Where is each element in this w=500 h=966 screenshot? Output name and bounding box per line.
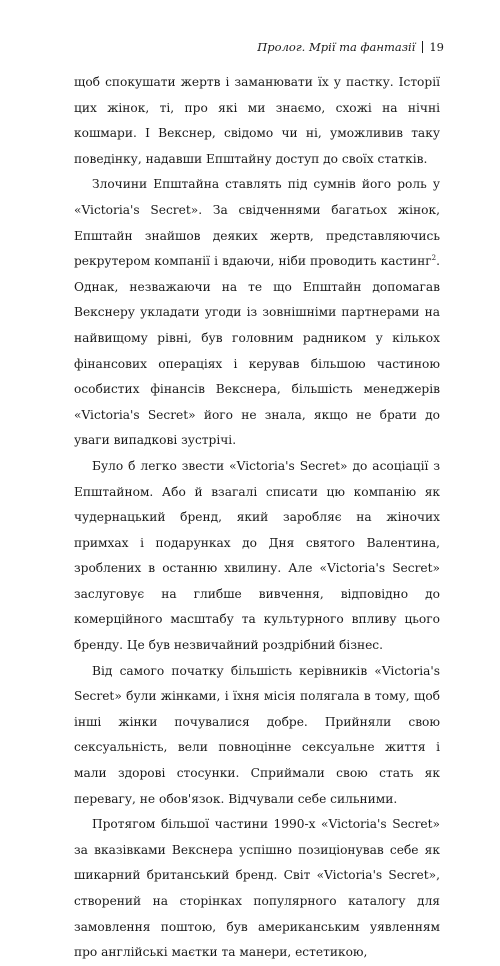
page-number: 19 [429, 40, 444, 54]
chapter-title: Пролог. Мрії та фантазії [257, 40, 416, 54]
paragraph-2 [74, 172, 440, 454]
paragraph-2-text-after: . Однак, незважаючи на те що Епштайн допомагав Векснеру укладати угоди із зовнішніми партнерами на найвищому рівні, був головним радником у кількох фінансових операціях і керував більшою частиною особистих фінансів Векснера, більшість менеджерів «Victoria's Secret» його не знала, якщо не брати до уваги випадкові зустрічі. [74, 254, 440, 448]
paragraph-4: Від самого початку більшість керівників «Victoria's Secret» були жінками, і їхня місія полягала в тому, щоб інші жінки почувалися добре. Прийняли свою сексуальність, вели повноцінне сексуальне життя і мали здорові стосунки. Сприймали свою стать як перевагу, не обов'язок. Відчували себе сильними. [74, 663, 440, 806]
paragraph-5: Протягом більшої частини 1990-х «Victoria's Secret» за вказівками Векснера успішно позиціонував себе як шикарний британський бренд. Світ «Victoria's Secret», створений на сторінках популярного каталогу для замовлення поштою, був американським уявленням про англійські маєтки та манери, естетикою, [74, 817, 440, 960]
paragraph-2-text-before: Злочини Епштайна ставлять під сумнів його роль у «Victoria's Secret». За свідченнями багатьох жінок, Епштайн знайшов деяких жертв, представляючись рекрутером компанії і вдаючи, ніби проводить кастинг [74, 177, 440, 269]
running-head [257, 40, 444, 54]
body-text [74, 70, 440, 966]
header-separator [422, 41, 423, 53]
paragraph-3: Було б легко звести «Victoria's Secret» до асоціації з Епштайном. Або й взагалі списати цю компанію як чудернацький бренд, який заробляє на жіночих примхах і подарунках до Дня святого Валентина, зроблених в останню хвилину. Але «Victoria's Secret» заслуговує на глибше вивчення, відповідно до комерційного масштабу та культурного впливу цього бренду. Це був незвичайний роздрібний бізнес. [74, 458, 440, 653]
footnote-marker: 2 [431, 254, 437, 263]
paragraph-1: щоб спокушати жертв і заманювати їх у пастку. Історії цих жінок, ті, про які ми знаємо, схожі на нічні кошмари. І Векснер, свідомо чи ні, уможливив таку поведінку, надавши Епштайну доступ до своїх статків. [74, 75, 440, 166]
